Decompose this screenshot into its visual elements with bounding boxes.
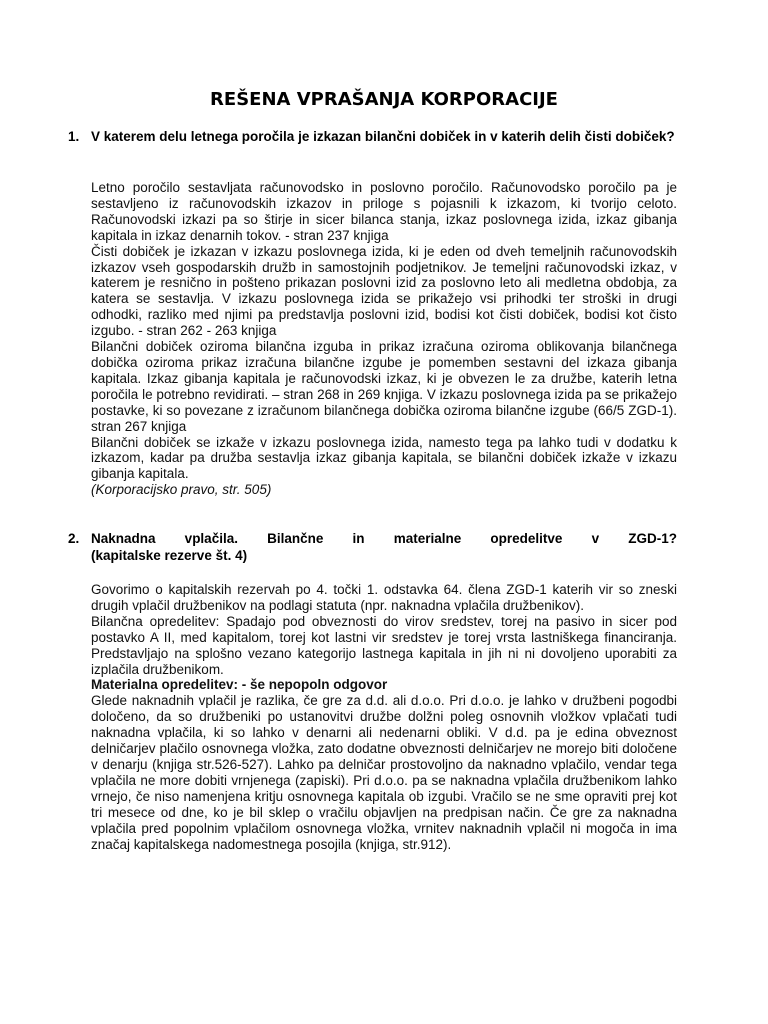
answer-1-paragraph: Bilančni dobiček se izkaže v izkazu poslovnega izida, namesto tega pa lahko tudi v dodatku k izkazom, kadar pa družba sestavlja izkaz gibanja kapitala, se bilančni dobiček izkaže v izkazu gibanja kapitala. xyxy=(91,434,677,482)
question-1-text: V katerem delu letnega poročila je izkazan bilančni dobiček in v katerih delih čisti dobiček? xyxy=(91,129,675,144)
answer-1-paragraph: Letno poročilo sestavljata računovodsko in poslovno poročilo. Računovodsko poročilo pa je sestavljeno iz računovodskih izkazov in priloge s pojasnili k izkazom, ki tvorijo celoto. Računovodski izkazi pa so štirje in sicer bilanca stanja, izkaz poslovnega izida, izkaz gibanja kapitala in izkaz denarnih tokov. - stran 237 knjiga xyxy=(91,180,677,243)
question-1-number: 1. xyxy=(68,129,80,144)
answer-1-citation: (Korporacijsko pravo, str. 505) xyxy=(91,482,272,498)
question-2-title: Naknadna vplačila. Bilančne in materialne opredelitve v ZGD-1? xyxy=(91,531,677,546)
answer-1-paragraph: Bilančni dobiček oziroma bilančna izguba in prikaz izračuna oziroma oblikovanja bilančnega dobička oziroma prikaz izračuna bilančne izgube je pomemben sestavni del izkaza gibanja kapitala. Izkaz gibanja kapitala je računovodski izkaz, ki je obvezen le za družbe, katerih letna poročila le potrebno revidirati. – stran 268 in 269 knjiga. V izkazu poslovnega izida pa se prikažejo postavke, ki so povezane z izračunom bilančnega dobička oziroma bilančne izgube (66/5 ZGD-1). stran 267 knjiga xyxy=(91,339,677,434)
answer-2-paragraph: Glede naknadnih vplačil je razlika, če gre za d.d. ali d.o.o. Pri d.o.o. je lahko v družbeni pogodbi določeno, da so družbeniki po ustanovitvi družbe dolžni poleg osnovnih vložkov vplačati tudi naknadna vplačila, ki so lahko v denarni ali nedenarni obliki. V d.d. pa je edina obveznost delničarjev plačilo osnovnega vložka, zato dodatne obveznosti delničarjev ne morejo biti določene v denarju (knjiga str.526-527). Lahko pa delničar prostovoljno da naknadno vplačilo, vendar tega vplačila ne more dobiti vrnjenega (zapiski). Pri d.o.o. pa se naknadna vplačila družbenikom lahko vrnejo, če niso namenjena kritju osnovnega kapitala ob izgubi. Vračilo se ne sme opraviti prej kot tri mesece od dne, ko je bil sklep o vračilu objavljen na predpisan način. Če gre za naknadna vplačila pred popolnim vplačilom osnovnega vložka, vrnitev naknadnih vplačil ni mogoča in ima značaj kapitalskega nadomestnega posojila (knjiga, str.912). xyxy=(91,693,677,852)
answer-1 xyxy=(91,180,677,498)
question-2-number: 2. xyxy=(68,531,80,546)
answer-2 xyxy=(91,582,677,852)
answer-2-paragraph: Bilančna opredelitev: Spadajo pod obveznosti do virov sredstev, torej na pasivo in sicer pod postavko A II, med kapitalom, torej kot lastni vir sredstev je torej vrsta lastniškega financiranja. Predstavljajo na splošno vezano kategorijo lastnega kapitala in jih ni ni dovoljeno uporabiti za izplačila družbenikom. xyxy=(91,613,677,677)
document-title: REŠENA VPRAŠANJA KORPORACIJE xyxy=(210,89,558,110)
answer-1-paragraph: Čisti dobiček je izkazan v izkazu poslovnega izida, ki je eden od dveh temeljnih računovodskih izkazov vseh gospodarskih družb in samostojnih podjetnikov. Je temeljni računovodski izkaz, v katerem je resnično in pošteno prikazan poslovni izid za poslovno leto ali medletna obdobja, za katera se sestavlja. V izkazu poslovnega izida se prikažejo vsi prihodki ter stroški in drugi odhodki, razliko med njimi pa predstavlja poslovni izid, bodisi kot čisti dobiček, bodisi kot čisto izgubo. - stran 262 - 263 knjiga xyxy=(91,243,677,339)
question-2-heading xyxy=(91,530,677,564)
answer-2-subheading: Materialna opredelitev: - še nepopoln odgovor xyxy=(91,677,388,693)
answer-2-paragraph: Govorimo o kapitalskih rezervah po 4. točki 1. odstavka 64. člena ZGD-1 katerih vir so zneski drugih vplačil družbenikov na podlagi statuta (npr. naknadna vplačila družbenikov). xyxy=(91,582,677,613)
question-2-subtitle: (kapitalske rezerve št. 4) xyxy=(91,548,248,563)
